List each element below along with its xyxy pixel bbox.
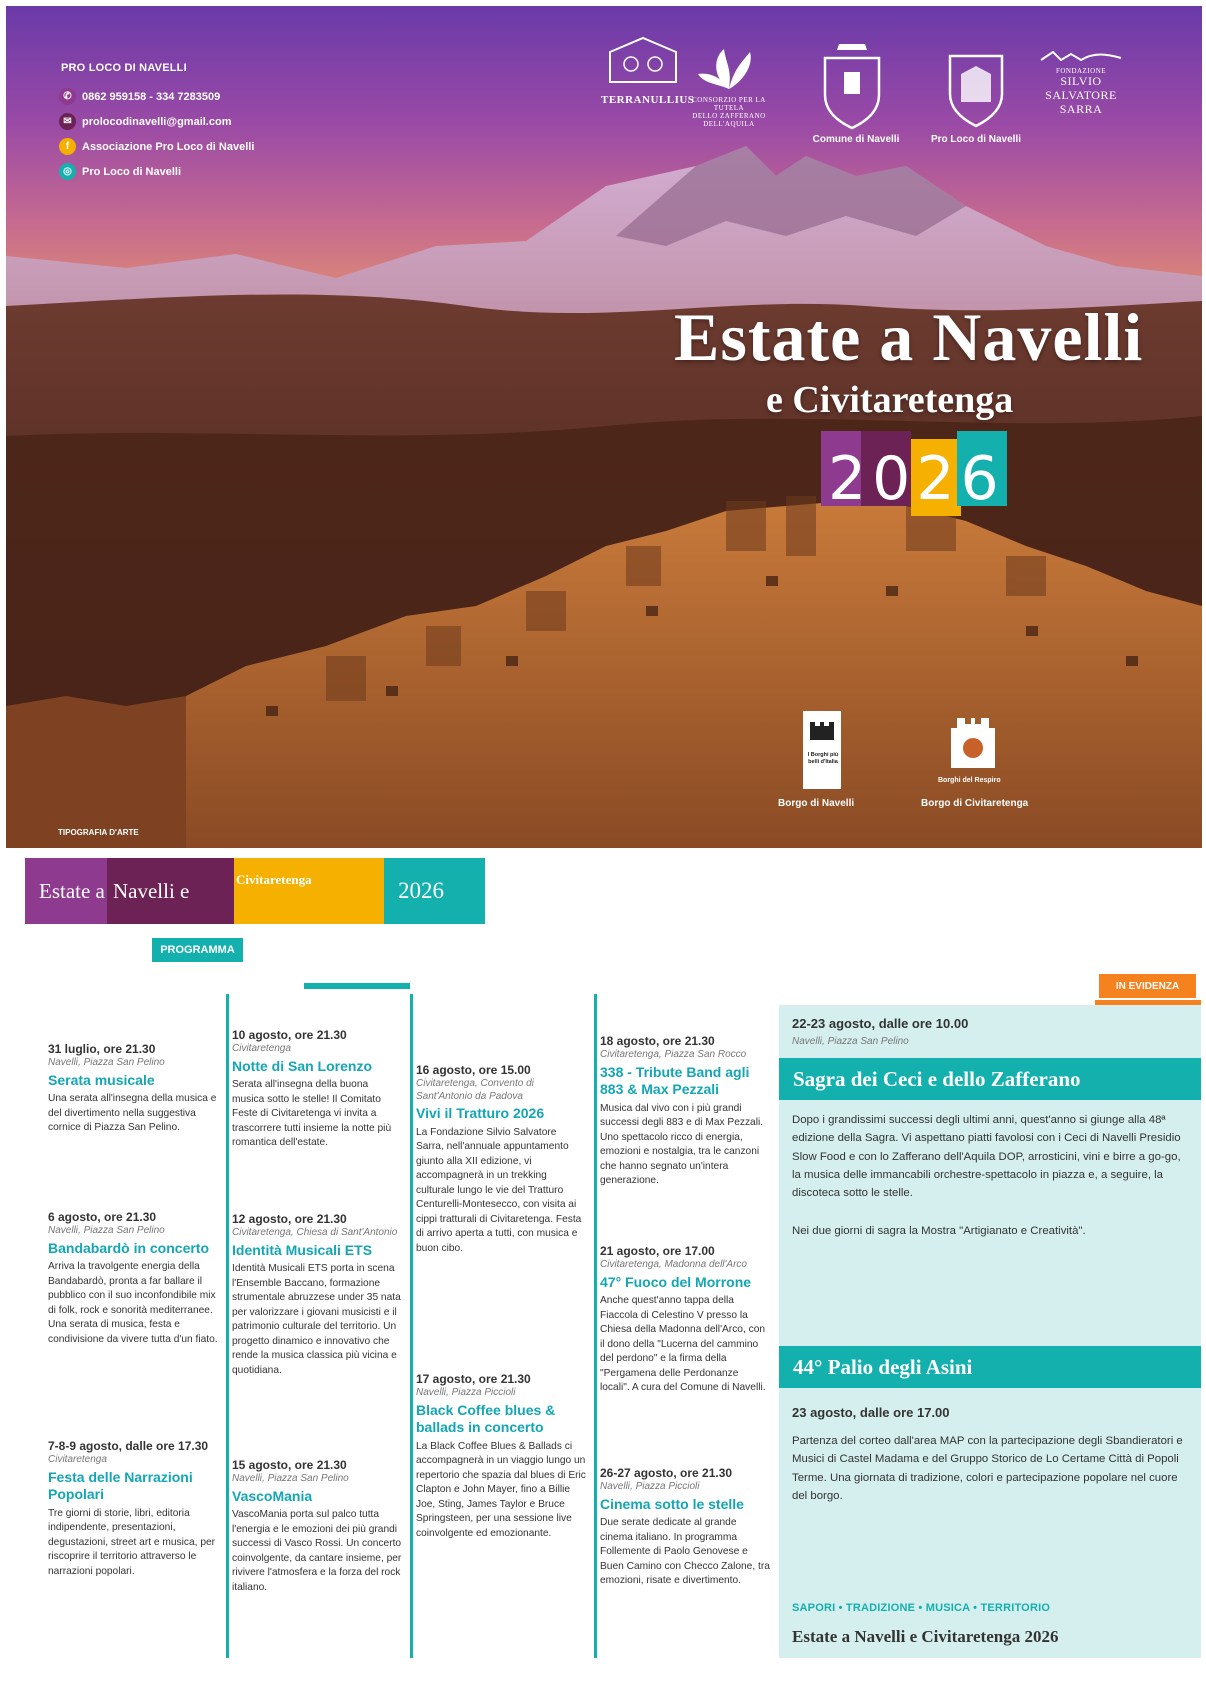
band-segment-3: Civitaretenga [234, 858, 384, 924]
column-divider [594, 994, 597, 1658]
sagra-title[interactable]: Sagra dei Ceci e dello Zafferano [779, 1058, 1201, 1100]
event-date: 26-27 agosto, ore 21.30 [600, 1466, 733, 1480]
contact-phone[interactable] [59, 88, 220, 105]
phone-number: 0862 959158 - 334 7283509 [82, 90, 221, 103]
event-place: Navelli, Piazza San Pelino [232, 1473, 349, 1485]
phone-icon: ✆ [59, 88, 76, 105]
footer-title: Estate a Navelli e Civitaretenga 2026 [792, 1627, 1059, 1646]
event-text: VascoMania porta sul palco tutta l'energia e le emozioni dei più grandi successi di Vasco Rossi. Un concerto coinvolgente, da cantare insieme, per rivivere l'atmosfera e la forza del rock italiano. [232, 1509, 402, 1593]
comune-crest-icon [817, 40, 887, 130]
email-icon: ✉ [59, 113, 76, 130]
column-divider [410, 994, 413, 1658]
event-card[interactable] [232, 1212, 402, 1378]
sagra-place: Navelli, Piazza San Pelino [792, 1036, 909, 1047]
borghi-belli-label: I Borghi più belli d'Italia [807, 752, 839, 765]
facebook-icon: f [59, 138, 76, 155]
event-place: Civitaretenga, Madonna dell'Arco [600, 1259, 747, 1271]
event-date: 16 agosto, ore 15.00 [416, 1063, 531, 1077]
event-card[interactable] [48, 1042, 218, 1136]
contact-instagram[interactable] [59, 163, 181, 180]
event-place: Civitaretenga [48, 1454, 107, 1466]
palio-title[interactable]: 44° Palio degli Asini [779, 1346, 1201, 1388]
event-title: Cinema sotto le stelle [600, 1495, 744, 1512]
borghi-belli-badge-icon [802, 710, 842, 790]
event-title: Bandabardò in concerto [48, 1239, 210, 1256]
evidenza-panel [779, 1005, 1201, 1658]
event-card[interactable] [600, 1466, 770, 1589]
band-segment-1: Estate a [25, 858, 107, 924]
fondazione-mark-icon [1039, 48, 1123, 64]
event-text: Anche quest'anno tappa della Fiaccola di Celestino V presso la Chiesa della Madonna dell'Arco, con il dono della "Lucerna del cammino del perdono" e la firma della "Pergamena delle Perdonanze locali". A cura del Comune di Navelli. [600, 1295, 766, 1394]
instagram-name: Pro Loco di Navelli [82, 165, 182, 178]
contact-facebook[interactable] [59, 138, 254, 155]
event-card[interactable] [48, 1439, 216, 1579]
event-title: 47° Fuoco del Morrone [600, 1273, 752, 1290]
event-card[interactable] [416, 1063, 586, 1256]
event-date: 15 agosto, ore 21.30 [232, 1458, 347, 1472]
borghi-respiro-badge-icon [947, 714, 999, 772]
cover-subtitle: e Civitaretenga [766, 379, 1014, 421]
sagra-text-2: Nei due giorni di sagra la Mostra "Artigianato e Creatività". [792, 1225, 1086, 1237]
event-card[interactable] [232, 1458, 402, 1595]
event-title: Black Coffee blues & ballads in concerto [416, 1401, 556, 1436]
sagra-date: 22-23 agosto, dalle ore 10.00 [792, 1016, 969, 1031]
event-text: Due serate dedicate al grande cinema italiano. In programma Follemente di Paolo Genovese e Buen Camino con Checco Zalone, tra emozioni, risate e divertimento. [600, 1517, 770, 1587]
event-place: Navelli, Piazza Piccioli [416, 1387, 516, 1399]
event-text: La Black Coffee Blues & Ballads ci accompagnerà in un viaggio lungo un repertorio che spazia dal blues di Eric Clapton e John Mayer, fino a Billie Joe, Sting, James Taylor e Bruce Springsteen, per una sessione live coinvolgente ed emozionante. [416, 1440, 586, 1539]
event-title: 338 - Tribute Band agli 883 & Max Pezzali [600, 1063, 750, 1098]
event-text: Identità Musicali ETS porta in scena l'Ensemble Baccano, formazione strumentale abruzzese under 35 nata per valorizzare i giovani musicisti e il patrimonio culturale del territorio. Un progetto dinamico e innovativo che rende la musica classica più vicina e quotidiana. [232, 1263, 401, 1376]
email-address: prolocodinavelli@gmail.com [82, 115, 232, 128]
event-text: La Fondazione Silvio Salvatore Sarra, nell'annuale appuntamento giunto alla XII edizione, vi accompagnerà in un trekking culturale lungo le vie del Tratturo Centurelli-Montesecco, con visita ai cippi tratturali di Civitaretenga. Festa di arrivo aperta a tutti, con musica e buon cibo. [416, 1126, 582, 1254]
cover-title: Estate a Navelli [674, 299, 1144, 375]
event-date: 21 agosto, ore 17.00 [600, 1244, 715, 1258]
tipografia-label: TIPOGRAFIA D'ARTE [58, 828, 139, 837]
event-card[interactable] [416, 1372, 586, 1541]
event-title: Vivi il Tratturo 2026 [416, 1105, 545, 1122]
event-place: Navelli, Piazza San Pelino [48, 1057, 165, 1069]
column-divider [226, 994, 229, 1658]
cover-poster [6, 6, 1202, 848]
palio-date: 23 agosto, dalle ore 17.00 [792, 1405, 950, 1420]
event-date: 6 agosto, ore 21.30 [48, 1210, 157, 1224]
event-place: Navelli, Piazza Piccioli [600, 1481, 700, 1493]
event-title: Serata musicale [48, 1071, 155, 1088]
column-top-rule [304, 983, 410, 989]
comune-label: Comune di Navelli [812, 134, 900, 145]
fondazione-label: FONDAZIONE SILVIO SALVATORE SARRA [1045, 67, 1117, 116]
pro-loco-crest-icon [946, 44, 1006, 128]
contact-email[interactable] [59, 113, 231, 130]
instagram-icon: ◎ [59, 163, 76, 180]
event-card[interactable] [600, 1034, 770, 1189]
event-date: 12 agosto, ore 21.30 [232, 1212, 347, 1226]
saffron-flower-icon [694, 44, 764, 94]
event-title: Festa delle Narrazioni Popolari [48, 1468, 193, 1503]
event-date: 17 agosto, ore 21.30 [416, 1372, 531, 1386]
program-header-band [25, 858, 485, 924]
event-text: Serata all'insegna della buona musica sotto le stelle! Il Comitato Feste di Civitaretenga vi invita a trascorrere tutti insieme la notte più romantica dell'estate. [232, 1079, 392, 1149]
sagra-text: Dopo i grandissimi successi degli ultimi anni, quest'anno si giunge alla 48ª edizione della Sagra. Vi aspettano piatti favolosi con i Ceci di Navelli Presidio Slow Food e con lo Zafferano dell'Aquila DOP, arrosticini, vini e birre a go-go, la musica delle immancabili orchestre-spettacolo in piazza e, a seguire, la discoteca sotto le stelle. [792, 1114, 1181, 1199]
cover-year: 2026 [828, 444, 1005, 514]
band-segment-4: 2026 [384, 858, 485, 924]
event-place: Civitaretenga [232, 1043, 291, 1055]
event-place: Civitaretenga, Chiesa di Sant'Antonio [232, 1227, 398, 1239]
event-date: 31 luglio, ore 21.30 [48, 1042, 156, 1056]
evidenza-rule [1095, 1000, 1201, 1005]
event-date: 10 agosto, ore 21.30 [232, 1028, 347, 1042]
terranullius-label: TERRANULLIUS [601, 94, 695, 106]
org-name: PRO LOCO DI NAVELLI [61, 62, 187, 74]
consorzio-label: CONSORZIO PER LA TUTELA DELLO ZAFFERANO DELL'AQUILA [692, 96, 766, 129]
terranullius-logo-icon [606, 34, 680, 84]
cover-landscape [6, 6, 1202, 848]
borghi-respiro-label: Borghi del Respiro [938, 777, 1001, 784]
borgo-navelli-label: Borgo di Navelli [778, 798, 855, 809]
band-segment-2: Navelli e [107, 858, 234, 924]
event-card[interactable] [48, 1210, 218, 1347]
evidenza-label: IN EVIDENZA [1099, 974, 1196, 998]
event-text: Una serata all'insegna della musica e del divertimento nella suggestiva cornice di Piazza San Pelino. [48, 1093, 217, 1134]
palio-text: Partenza del corteo dall'area MAP con la partecipazione degli Sbandieratori e Musici di Castel Madama e del Gruppo Storico de Lo Certame Città di Popoli Terme. Una giornata di tradizione, colori e partecipazione popolare nel cuore del borgo. [792, 1435, 1183, 1502]
event-place: Navelli, Piazza San Pelino [48, 1225, 165, 1237]
event-title: Identità Musicali ETS [232, 1241, 373, 1258]
tagline: SAPORI • TRADIZIONE • MUSICA • TERRITORIO [792, 1602, 1051, 1614]
borgo-civitaretenga-label: Borgo di Civitaretenga [921, 798, 1029, 809]
event-date: 18 agosto, ore 21.30 [600, 1034, 715, 1048]
event-text: Tre giorni di storie, libri, editoria indipendente, presentazioni, degustazioni, street art e musica, per riscoprire il territorio attraverso le narrazioni popolari. [48, 1507, 216, 1577]
event-text: Musica dal vivo con i più grandi successi degli 883 e di Max Pezzali. Uno spettacolo ricco di energia, emozioni e nostalgia, tra le canzoni che hanno segnato un'intera generazione. [600, 1102, 764, 1187]
event-place: Civitaretenga, Convento di Sant'Antonio da Padova [416, 1078, 534, 1102]
event-title: Notte di San Lorenzo [232, 1057, 372, 1074]
facebook-name: Associazione Pro Loco di Navelli [82, 140, 255, 153]
event-card[interactable] [232, 1028, 402, 1151]
event-text: Arriva la travolgente energia della Bandabardò, pronta a far ballare il pubblico con il suo inconfondibile mix di folk, rock e sonorità mediterranee. Una serata di musica, festa e condivisione da vivere tutta d'un fiato. [48, 1261, 218, 1345]
programma-label: PROGRAMMA [152, 938, 243, 962]
event-card[interactable] [600, 1244, 770, 1396]
event-date: 7-8-9 agosto, dalle ore 17.30 [48, 1439, 209, 1453]
pro-loco-label: Pro Loco di Navelli [930, 134, 1022, 145]
event-place: Civitaretenga, Piazza San Rocco [600, 1049, 747, 1061]
event-title: VascoMania [232, 1487, 313, 1504]
